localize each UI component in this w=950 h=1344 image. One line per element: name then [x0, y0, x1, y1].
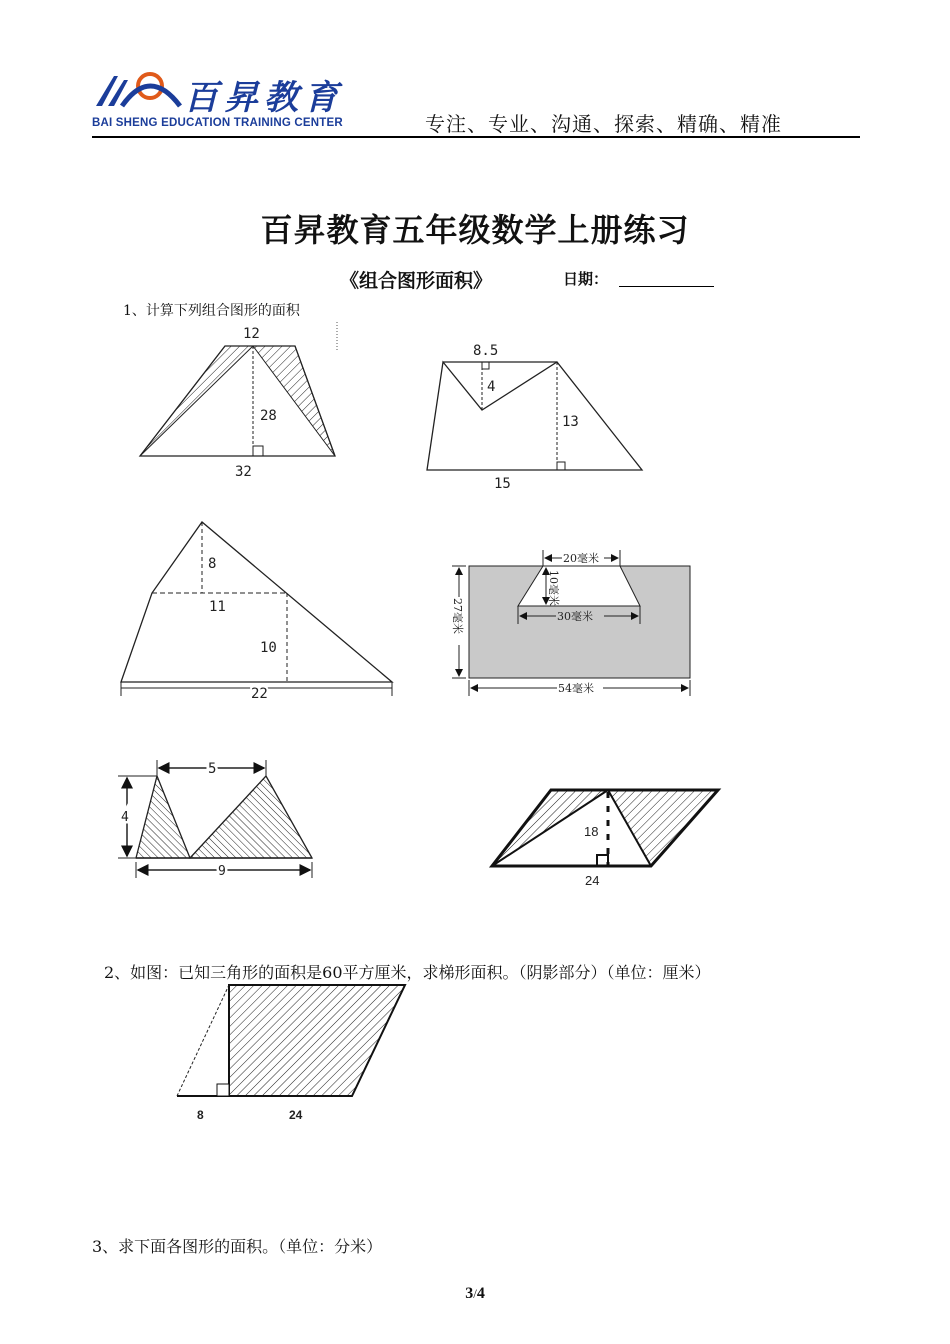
figure-7 — [177, 985, 405, 1122]
slogan: 专注、专业、沟通、探索、精确、精准 — [425, 112, 782, 136]
fig2-top-label: 8.5 — [473, 343, 499, 359]
logo-text-en: BAI SHENG EDUCATION TRAINING CENTER — [92, 117, 343, 129]
page-current: 3 — [465, 1285, 474, 1302]
fig3-bottom-label: 22 — [251, 686, 268, 702]
fig7-left-label: 8 — [197, 1108, 204, 1122]
fig6-height-label: 18 — [584, 824, 599, 839]
fig1-top-label: 12 — [243, 326, 260, 342]
fig3-upper-label: 8 — [208, 556, 217, 572]
question-1: 1、计算下列组合图形的面积 — [123, 303, 300, 319]
fig5-bottom-label: 9 — [218, 864, 226, 879]
page-total: 4 — [476, 1285, 485, 1302]
fig3-lower-label: 10 — [260, 640, 277, 656]
fig2-height-label: 13 — [562, 414, 579, 430]
fig5-top-label: 5 — [208, 761, 217, 777]
question-3: 3、求下面各图形的面积。（单位：分米） — [92, 1237, 383, 1256]
fig4-top-label: 20毫米 — [563, 552, 599, 565]
logo-text-cn: 百昇教育 — [184, 78, 344, 118]
fig2-inner-label: 4 — [487, 379, 496, 395]
page-separator: / — [473, 1286, 477, 1301]
page-number — [0, 1285, 950, 1303]
fig3-middle-label: 11 — [209, 599, 226, 615]
fig4-bottom-label: 54毫米 — [558, 682, 594, 695]
fig1-height-label: 28 — [260, 408, 277, 424]
date-label: 日期： — [563, 270, 609, 288]
fig6-bottom-label: 24 — [585, 873, 600, 888]
fig7-right-label: 24 — [289, 1108, 303, 1122]
page-title: 百昇教育五年级数学上册练习 — [260, 211, 690, 249]
fig4-inner-label: 10毫米 — [547, 570, 560, 606]
question-2: 2、如图：已知三角形的面积是60平方厘米，求梯形面积。（阴影部分）（单位：厘米） — [104, 963, 711, 982]
fig5-height-label: 4 — [121, 810, 129, 825]
fig4-side-label: 27毫米 — [451, 598, 464, 634]
page-subtitle: 《组合图形面积》 — [340, 270, 493, 292]
fig2-bottom-label: 15 — [494, 476, 511, 492]
fig1-bottom-label: 32 — [235, 464, 252, 480]
fig4-middle-label: 30毫米 — [557, 610, 593, 623]
